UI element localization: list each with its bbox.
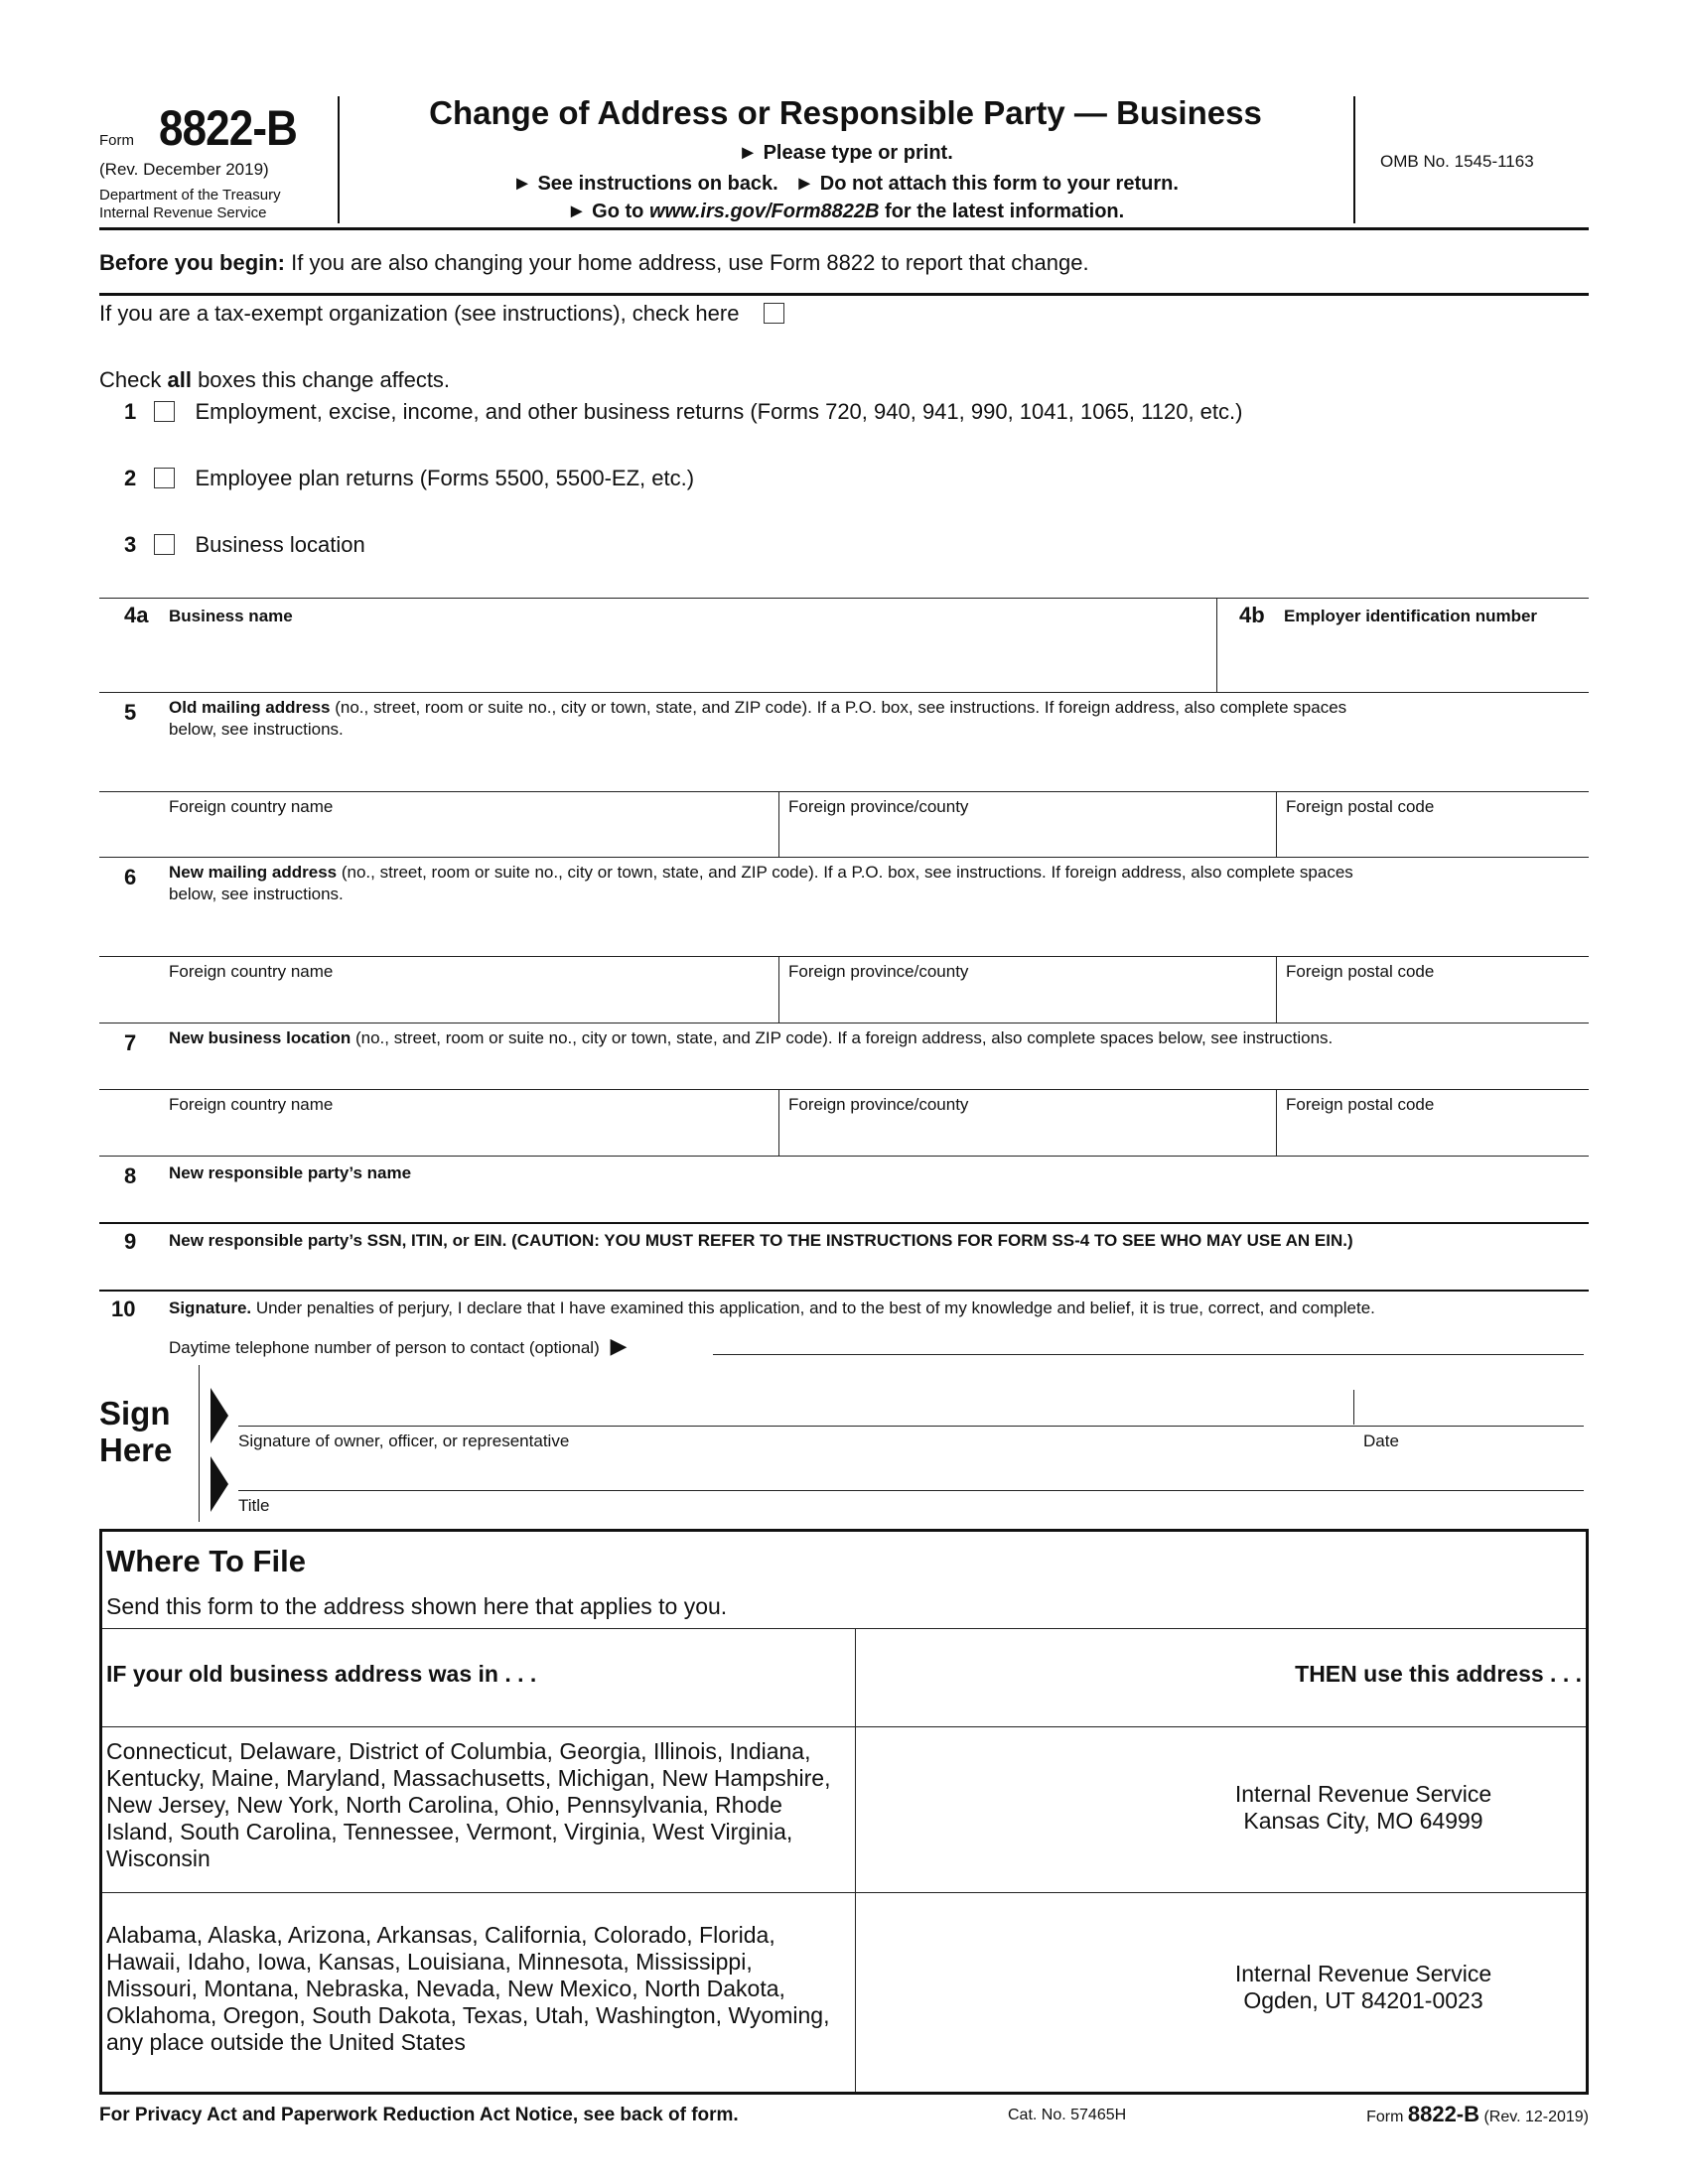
arrow-right-icon: ►: [794, 173, 815, 195]
header-divider-right: [1353, 96, 1355, 223]
arrow-right-icon: ►: [512, 173, 532, 195]
line7-foreign-province-label: Foreign province/county: [788, 1095, 969, 1114]
line7-divider-1: [778, 1089, 779, 1156]
line7-foreign-country-input[interactable]: [169, 1119, 774, 1153]
wtf-if-header: IF your old business address was in . . .: [106, 1661, 537, 1687]
line7-foreign-postal-input[interactable]: [1281, 1119, 1584, 1153]
phone-input[interactable]: [713, 1327, 1584, 1355]
arrow-right-icon: ►: [738, 142, 759, 164]
line6-foreign-province-label: Foreign province/county: [788, 962, 969, 981]
line6-foreign-postal-label: Foreign postal code: [1286, 962, 1435, 981]
responsible-party-ssn-input[interactable]: [169, 1254, 1584, 1288]
line5-foreign-province-input[interactable]: [784, 821, 1271, 855]
line-4a-number: 4a: [124, 603, 149, 627]
line6-rule: [99, 956, 1589, 957]
line5-foreign-postal-input[interactable]: [1281, 821, 1584, 855]
instruction-website: ► Go to www.irs.gov/Form8822B for the latest information.: [566, 201, 1125, 222]
line5-rule: [99, 791, 1589, 792]
line4-bottom-rule: [99, 692, 1589, 693]
line9-bottom-rule: [99, 1290, 1589, 1292]
checkbox-row-1: 1 Employment, excise, income, and other business returns (Forms 720, 940, 941, 990, 1041, 1065, 1120, etc.): [124, 399, 1243, 424]
line6-divider-2: [1276, 956, 1277, 1023]
signature-label: Signature of owner, officer, or representative: [238, 1432, 570, 1450]
department-line2: Internal Revenue Service: [99, 205, 267, 221]
line-9-label: New responsible party’s SSN, ITIN, or EIN. (CAUTION: YOU MUST REFER TO THE INSTRUCTIONS FOR FORM SS-4 TO SEE WHO MAY USE AN EIN.): [169, 1231, 1353, 1250]
header-rule: [99, 227, 1589, 230]
ein-input[interactable]: [1226, 630, 1584, 688]
sign-arrow-icon: [211, 1388, 228, 1443]
line4-divider: [1216, 598, 1217, 692]
title-line: [238, 1490, 1584, 1491]
line7-bottom-rule: [99, 1156, 1589, 1157]
line6-foreign-country-label: Foreign country name: [169, 962, 334, 981]
check-all-instruction: Check all boxes this change affects.: [99, 367, 451, 392]
form-title: Change of Address or Responsible Party — Business: [429, 94, 1262, 131]
where-to-file-intro: Send this form to the address shown here that applies to you.: [106, 1593, 728, 1619]
omb-number: OMB No. 1545-1163: [1380, 152, 1534, 171]
form-number: 8822-B: [159, 100, 298, 156]
department-line1: Department of the Treasury: [99, 187, 281, 204]
line6-foreign-postal-input[interactable]: [1281, 986, 1584, 1020]
wtf-rule-3: [102, 1892, 1586, 1893]
line6-divider-1: [778, 956, 779, 1023]
line-6-label: New mailing address (no., street, room or suite no., city or town, state, and ZIP code). If a P.O. box, see instructions. If foreign address, also complete spaces: [169, 863, 1353, 882]
line-6-number: 6: [124, 865, 137, 889]
line-7-label: New business location (no., street, room or suite no., city or town, state, and ZIP code). If a foreign address, also complete spaces below, see instructions.: [169, 1028, 1334, 1047]
line7-rule: [99, 1089, 1589, 1090]
phone-label: Daytime telephone number of person to contact (optional) ▶: [169, 1333, 628, 1358]
before-rule: [99, 293, 1589, 296]
line5-bottom-rule: [99, 857, 1589, 858]
line5-divider-2: [1276, 791, 1277, 857]
privacy-notice: For Privacy Act and Paperwork Reduction Act Notice, see back of form.: [99, 2105, 739, 2125]
instruction-see-back: ► See instructions on back. ► Do not attach this form to your return.: [512, 173, 1179, 195]
signature-line: [238, 1426, 1584, 1427]
form-word: Form: [99, 132, 134, 149]
title-input[interactable]: [238, 1454, 1584, 1489]
signature-input[interactable]: [238, 1385, 1350, 1425]
before-you-begin: Before you begin: If you are also changing your home address, use Form 8822 to report that change.: [99, 250, 1089, 275]
responsible-party-name-input[interactable]: [169, 1186, 1584, 1220]
checkbox-row-2: 2 Employee plan returns (Forms 5500, 5500-EZ, etc.): [124, 466, 695, 490]
line-8-number: 8: [124, 1163, 137, 1188]
wtf-row-2-states: Alabama, Alaska, Arizona, Arkansas, California, Colorado, Florida, Hawaii, Idaho, Iowa, Kansas, Louisiana, Minnesota, Mississippi, Missouri, Montana, Nebraska, Nevada, New Mexico, North Dakota, Oklahoma, Oregon, South Dakota, Texas, Utah, Washington, Wyoming, any place outside the United States: [106, 1922, 830, 2055]
line-8-label: New responsible party’s name: [169, 1163, 412, 1182]
revision-date: (Rev. December 2019): [99, 160, 269, 179]
instruction-type-print: ► Please type or print.: [738, 142, 953, 164]
sign-divider: [199, 1365, 200, 1522]
line-10-number: 10: [111, 1297, 136, 1321]
date-label: Date: [1363, 1432, 1399, 1450]
line8-bottom-rule: [99, 1222, 1589, 1224]
wtf-then-header: THEN use this address . . .: [1295, 1661, 1582, 1687]
checkbox-2[interactable]: [154, 468, 175, 488]
line-5-label: Old mailing address (no., street, room or suite no., city or town, state, and ZIP code). If a P.O. box, see instructions. If foreign address, also complete spaces: [169, 698, 1347, 717]
title-label: Title: [238, 1496, 270, 1515]
checkbox-3[interactable]: [154, 534, 175, 555]
date-divider: [1353, 1390, 1354, 1425]
footer-form-id: Form 8822-B (Rev. 12-2019): [1366, 2102, 1589, 2126]
line-4b-number: 4b: [1239, 603, 1265, 627]
new-business-location-input[interactable]: [169, 1052, 1584, 1086]
line5-foreign-postal-label: Foreign postal code: [1286, 797, 1435, 816]
line-4b-label: Employer identification number: [1284, 607, 1538, 625]
where-to-file-heading: Where To File: [106, 1544, 306, 1578]
line-9-number: 9: [124, 1229, 137, 1254]
tax-exempt-row: If you are a tax-exempt organization (see instructions), check here: [99, 301, 784, 327]
wtf-rule-1: [102, 1628, 1586, 1629]
wtf-rule-2: [102, 1726, 1586, 1727]
line7-divider-2: [1276, 1089, 1277, 1156]
line-4a-label: Business name: [169, 607, 293, 625]
line5-foreign-country-label: Foreign country name: [169, 797, 334, 816]
business-name-input[interactable]: [169, 630, 1209, 688]
line6-foreign-province-input[interactable]: [784, 986, 1271, 1020]
line5-foreign-province-label: Foreign province/county: [788, 797, 969, 816]
wtf-row-2-address: Internal Revenue Service Ogden, UT 84201-0023: [1234, 1961, 1492, 2013]
date-input[interactable]: [1358, 1385, 1584, 1425]
new-mailing-address-input[interactable]: [169, 906, 1584, 954]
line5-foreign-country-input[interactable]: [169, 821, 774, 855]
arrow-right-icon: ►: [566, 201, 587, 222]
line6-bottom-rule: [99, 1023, 1589, 1024]
checkbox-row-3: 3 Business location: [124, 532, 365, 557]
line-10-label: Signature. Under penalties of perjury, I declare that I have examined this application, and to the best of my knowledge and belief, it is true, correct, and complete.: [169, 1298, 1375, 1317]
line-5-number: 5: [124, 700, 137, 725]
line6-foreign-country-input[interactable]: [169, 986, 774, 1020]
line-6-label-cont: below, see instructions.: [169, 885, 344, 903]
wtf-row-1-address: Internal Revenue Service Kansas City, MO 64999: [1234, 1781, 1492, 1834]
arrow-right-icon: ▶: [610, 1333, 628, 1358]
wtf-row-1-states: Connecticut, Delaware, District of Columbia, Georgia, Illinois, Indiana, Kentucky, Maine, Maryland, Massachusetts, Michigan, New Hampshire, New Jersey, New York, North Carolina, Ohio, Pennsylvania, Rhode Island, South Carolina, Tennessee, Vermont, Virginia, West Virginia, Wisconsin: [106, 1738, 831, 1871]
line7-foreign-postal-label: Foreign postal code: [1286, 1095, 1435, 1114]
line7-foreign-province-input[interactable]: [784, 1119, 1271, 1153]
wtf-col-divider: [855, 1628, 856, 2092]
checkbox-1[interactable]: [154, 401, 175, 422]
title-arrow-icon: [211, 1456, 228, 1512]
line5-divider-1: [778, 791, 779, 857]
catalog-number: Cat. No. 57465H: [1008, 2107, 1127, 2123]
tax-exempt-checkbox[interactable]: [764, 303, 784, 324]
line7-foreign-country-label: Foreign country name: [169, 1095, 334, 1114]
line-5-label-cont: below, see instructions.: [169, 720, 344, 739]
sign-here-label: Sign Here: [99, 1395, 173, 1468]
where-to-file-box: [99, 1529, 1589, 2095]
irs-link[interactable]: www.irs.gov/Form8822B: [648, 201, 880, 222]
line4-top-rule: [99, 598, 1589, 599]
line-7-number: 7: [124, 1030, 137, 1055]
old-mailing-address-input[interactable]: [169, 742, 1584, 789]
